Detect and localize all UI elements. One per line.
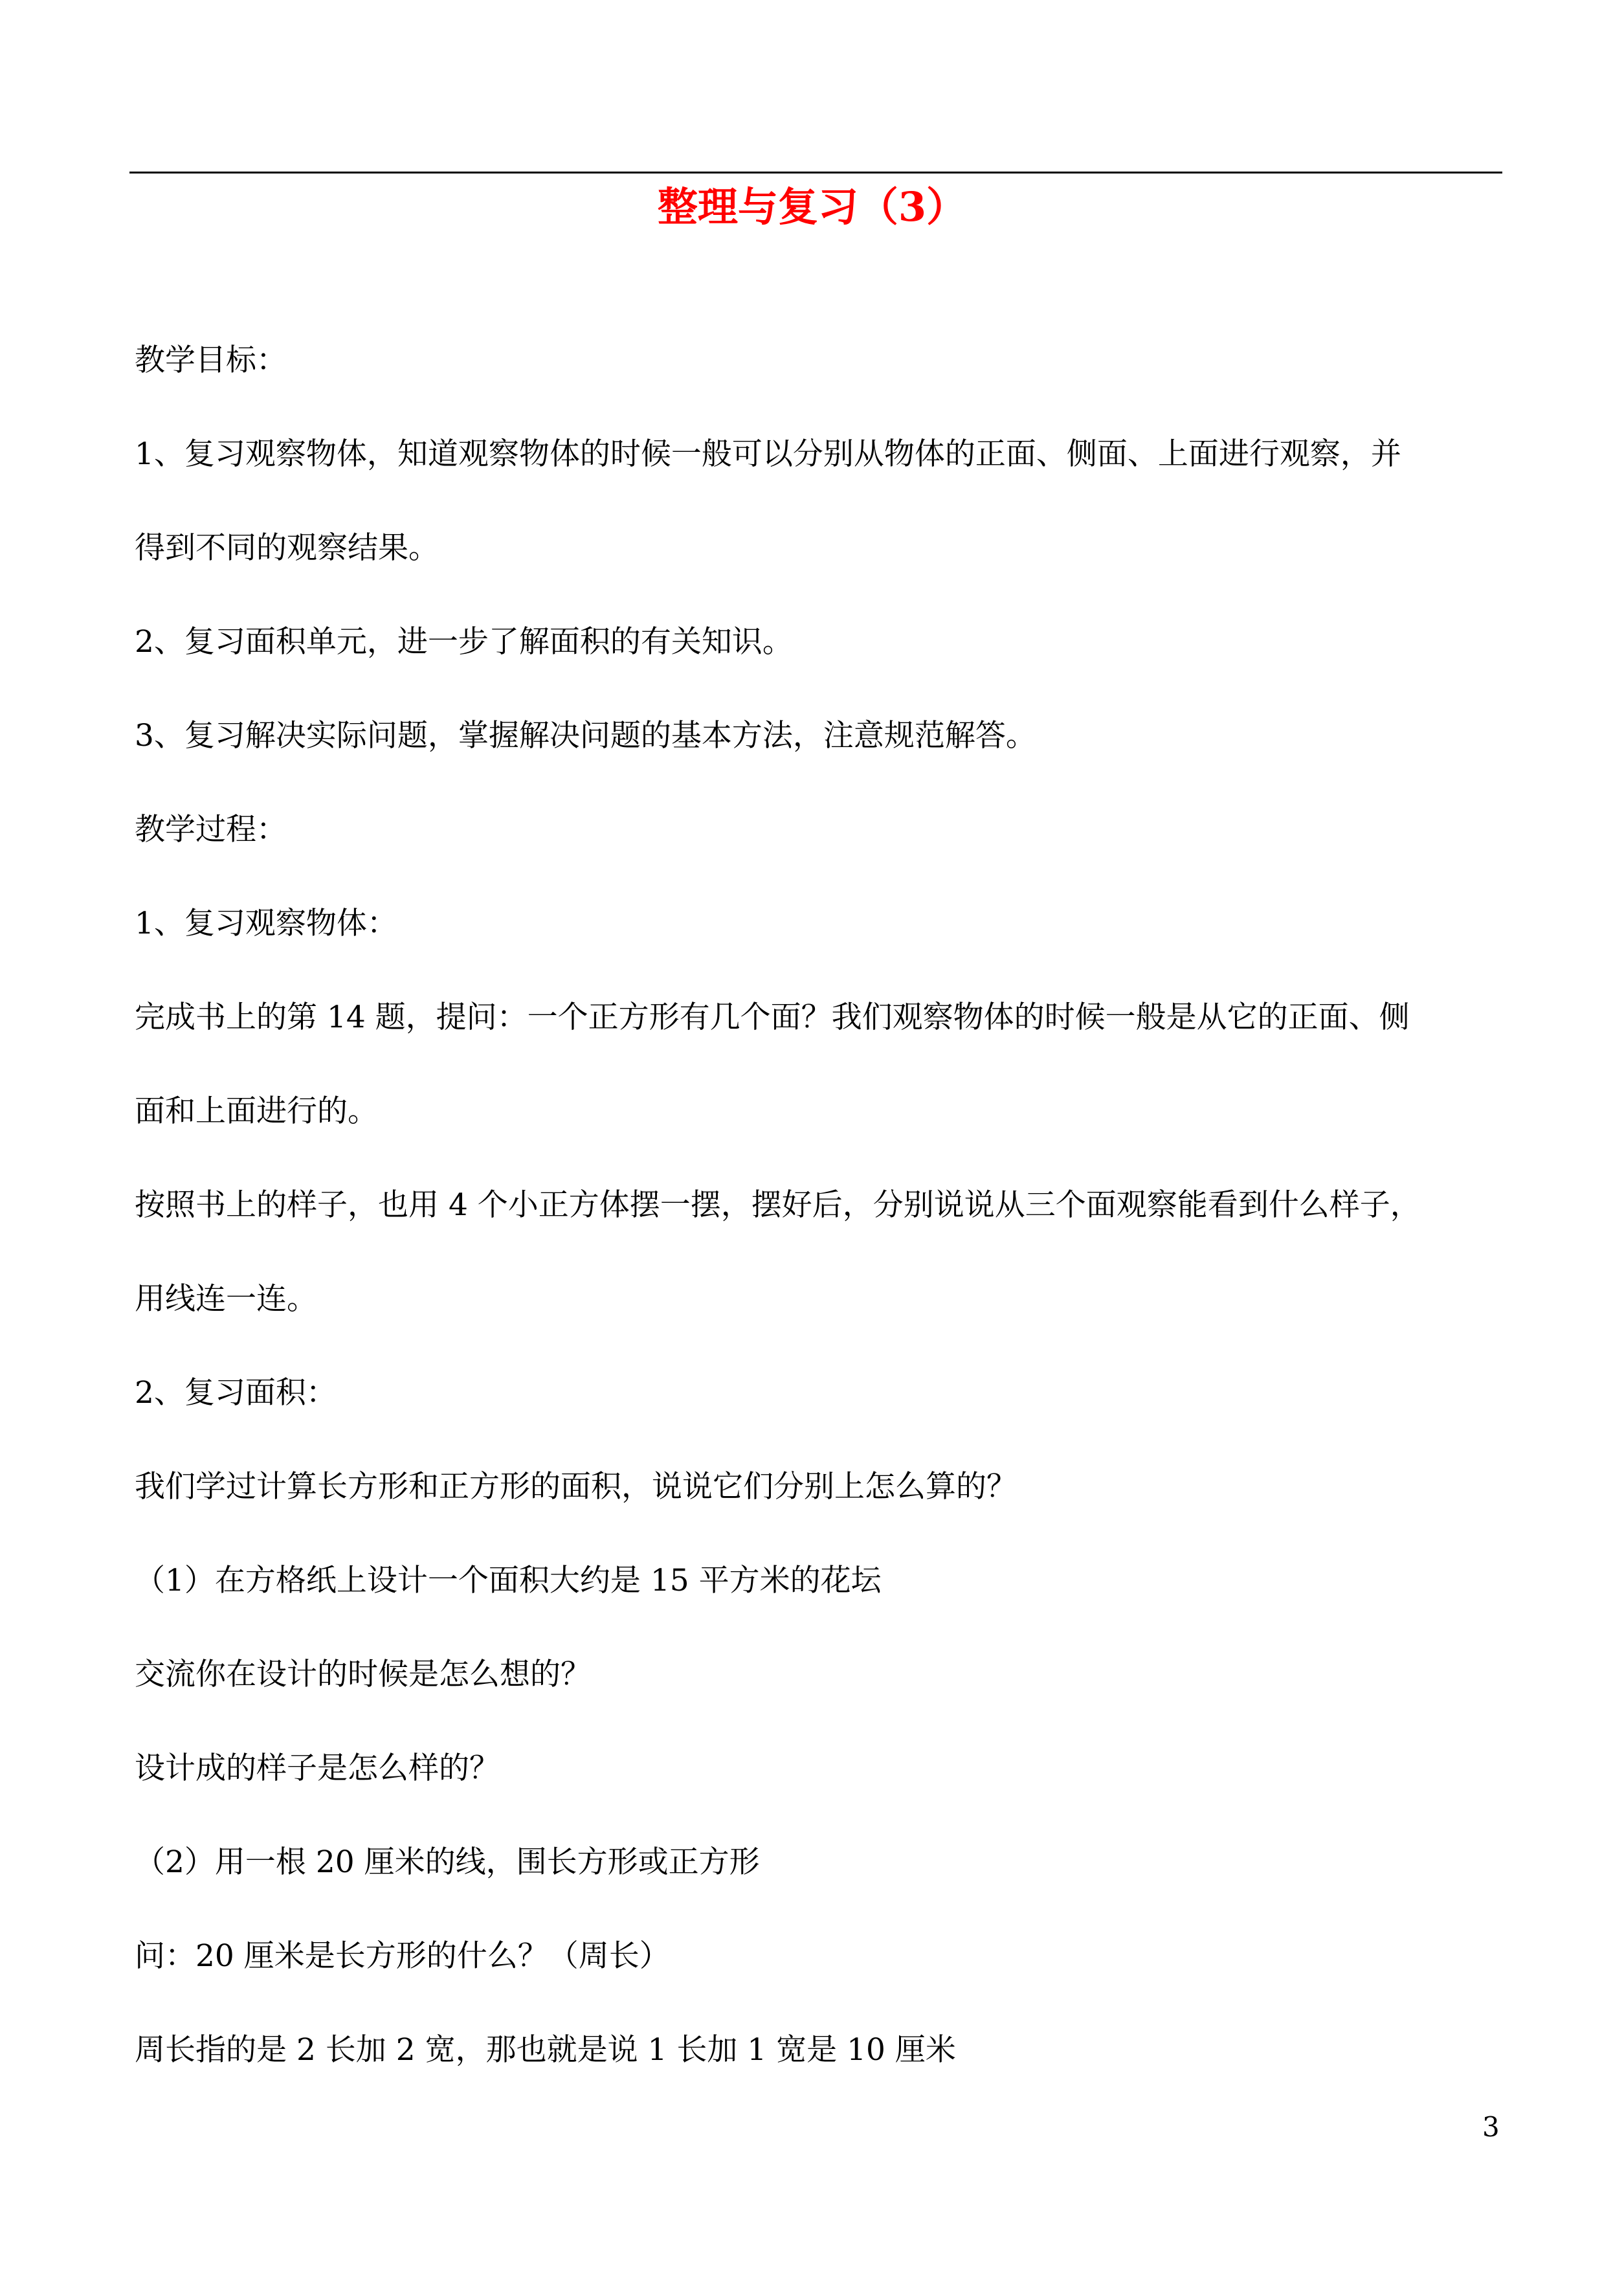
paragraph-line: 2、复习面积单元，进一步了解面积的有关知识。 <box>135 624 793 660</box>
paragraph-line: 完成书上的第 14 题，提问：一个正方形有几个面？我们观察物体的时候一般是从它的正面、侧 <box>135 1000 1410 1035</box>
header-rule <box>129 172 1502 173</box>
section-heading-process: 教学过程： <box>135 812 287 847</box>
paragraph-line: 1、复习观察物体： <box>135 906 397 941</box>
paragraph-line: 1、复习观察物体，知道观察物体的时候一般可以分别从物体的正面、侧面、上面进行观察，并 <box>135 436 1401 472</box>
paragraph-line: 周长指的是 2 长加 2 宽，那也就是说 1 长加 1 宽是 10 厘米 <box>135 2032 956 2068</box>
page-number: 3 <box>1482 2111 1500 2143</box>
paragraph-line: 2、复习面积： <box>135 1375 337 1411</box>
paragraph-line: 按照书上的样子，也用 4 个小正方体摆一摆，摆好后，分别说说从三个面观察能看到什么样子， <box>135 1187 1421 1223</box>
paragraph-line: （2）用一根 20 厘米的线，围长方形或正方形 <box>135 1844 760 1880</box>
paragraph-line: 面和上面进行的。 <box>135 1093 378 1129</box>
paragraph-line: 我们学过计算长方形和正方形的面积，说说它们分别上怎么算的？ <box>135 1469 1017 1504</box>
paragraph-line: （1）在方格纸上设计一个面积大约是 15 平方米的花坛 <box>135 1563 882 1598</box>
paragraph-line: 问：20 厘米是长方形的什么？（周长） <box>135 1938 670 1974</box>
paragraph-line: 用线连一连。 <box>135 1281 317 1317</box>
paragraph-line: 3、复习解决实际问题，掌握解决问题的基本方法，注意规范解答。 <box>135 718 1036 754</box>
paragraph-line: 得到不同的观察结果。 <box>135 530 439 566</box>
paragraph-line: 交流你在设计的时候是怎么想的？ <box>135 1657 591 1692</box>
paragraph-line: 设计成的样子是怎么样的？ <box>135 1751 500 1786</box>
section-heading-goals: 教学目标： <box>135 342 287 378</box>
page-title: 整理与复习（3） <box>657 183 967 230</box>
